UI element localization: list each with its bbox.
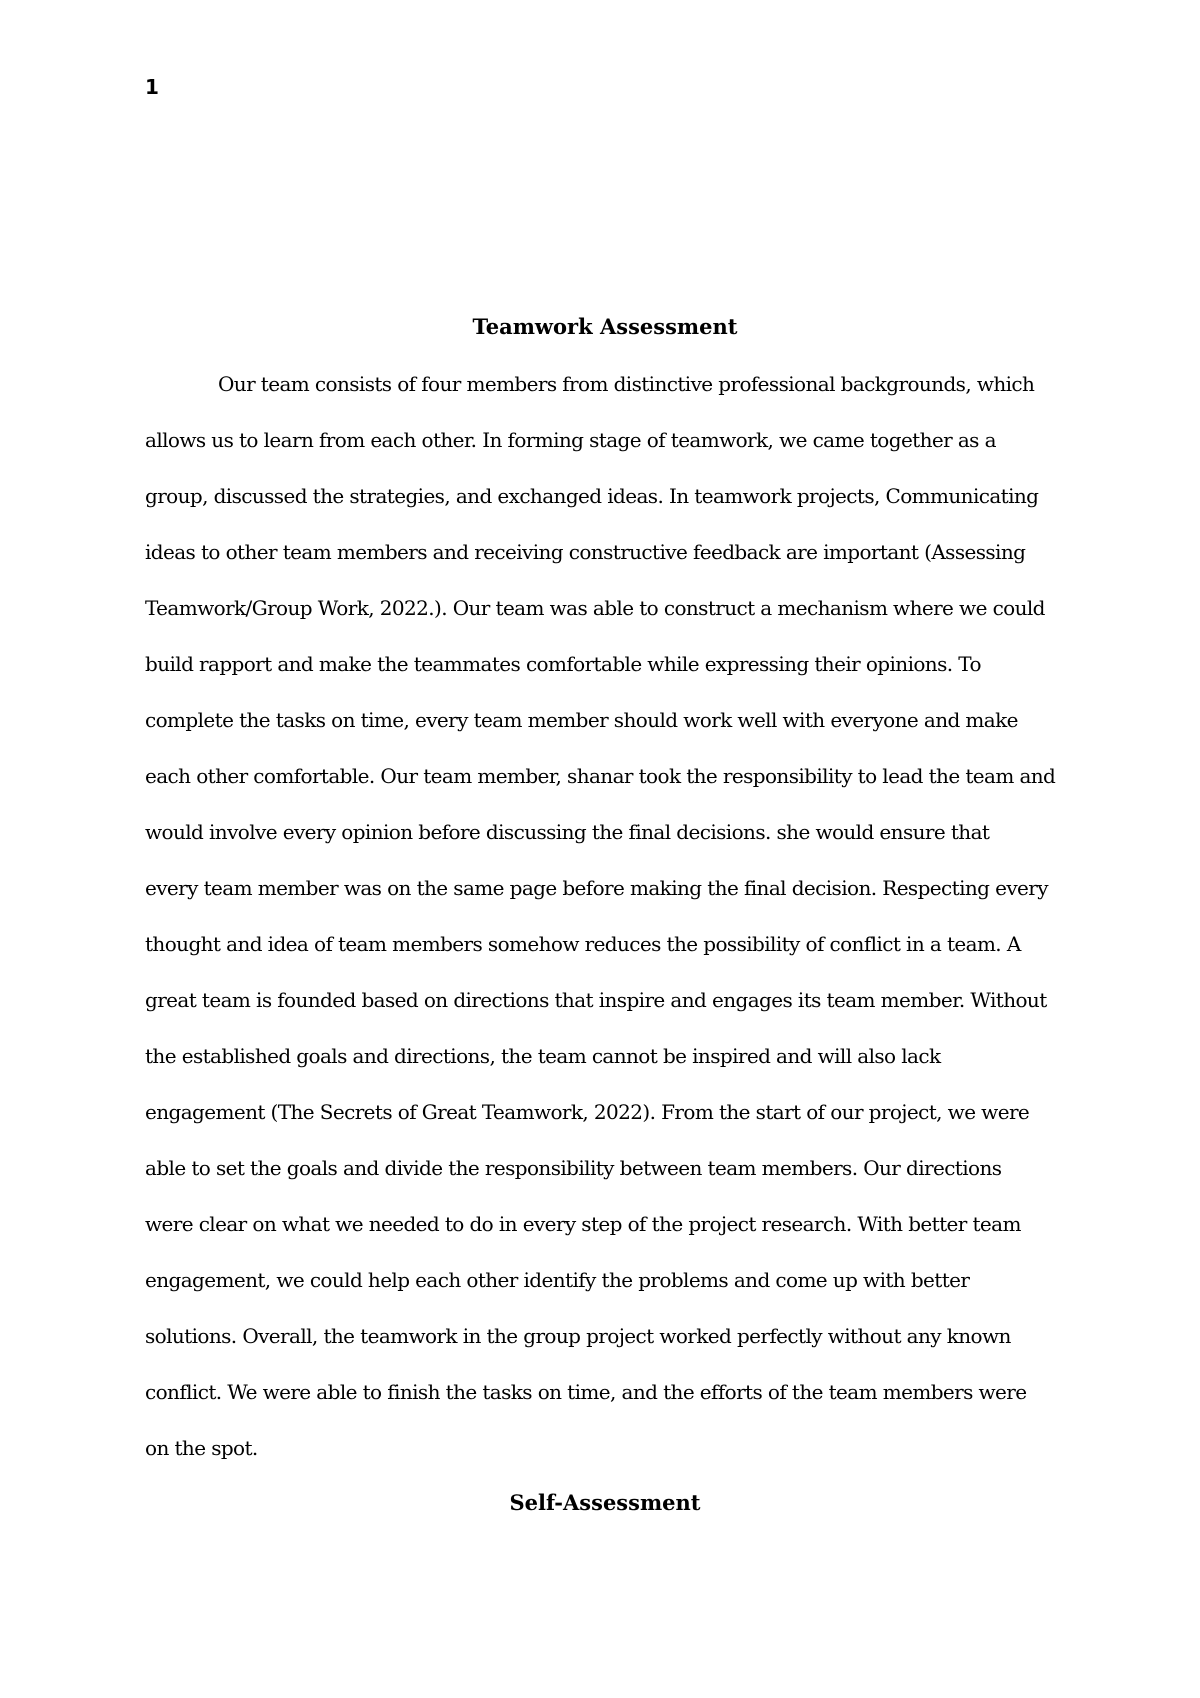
paragraph-line: Our team consists of four members from distinctive professional backgrounds, which (218, 372, 1035, 396)
paragraph-line: complete the tasks on time, every team member should work well with everyone and make (145, 708, 1018, 732)
paragraph-line: Teamwork/Group Work, 2022.). Our team was able to construct a mechanism where we could (145, 596, 1045, 620)
body-paragraph (145, 356, 1073, 1476)
paragraph-line: engagement (The Secrets of Great Teamwork, 2022). From the start of our project, we were (145, 1100, 1030, 1124)
paragraph-line: every team member was on the same page before making the final decision. Respecting every (145, 876, 1048, 900)
paragraph-line: conflict. We were able to finish the tasks on time, and the efforts of the team members were (145, 1380, 1027, 1404)
paragraph-line: solutions. Overall, the teamwork in the group project worked perfectly without any known (145, 1324, 1011, 1348)
paragraph-line: great team is founded based on directions that inspire and engages its team member. Without (145, 988, 1047, 1012)
paragraph-line: engagement, we could help each other identify the problems and come up with better (145, 1268, 970, 1292)
page-number: 1 (145, 75, 159, 99)
paragraph-line: able to set the goals and divide the responsibility between team members. Our directions (145, 1156, 1002, 1180)
paragraph-line: would involve every opinion before discussing the final decisions. she would ensure that (145, 820, 990, 844)
paragraph-line: were clear on what we needed to do in every step of the project research. With better team (145, 1212, 1021, 1236)
paragraph-line: thought and idea of team members somehow reduces the possibility of conflict in a team. A (145, 932, 1021, 956)
section-title-teamwork-assessment: Teamwork Assessment (472, 314, 738, 339)
paragraph-line: build rapport and make the teammates comfortable while expressing their opinions. To (145, 652, 981, 676)
paragraph-line: group, discussed the strategies, and exchanged ideas. In teamwork projects, Communicating (145, 484, 1039, 508)
paragraph-line: allows us to learn from each other. In forming stage of teamwork, we came together as a (145, 428, 996, 452)
paragraph-line: ideas to other team members and receiving constructive feedback are important (Assessing (145, 540, 1026, 564)
paragraph-line: on the spot. (145, 1436, 258, 1460)
paragraph-line: the established goals and directions, the team cannot be inspired and will also lack (145, 1044, 941, 1068)
paragraph-line: each other comfortable. Our team member, shanar took the responsibility to lead the team and (145, 764, 1056, 788)
section-title-self-assessment: Self-Assessment (509, 1490, 701, 1515)
